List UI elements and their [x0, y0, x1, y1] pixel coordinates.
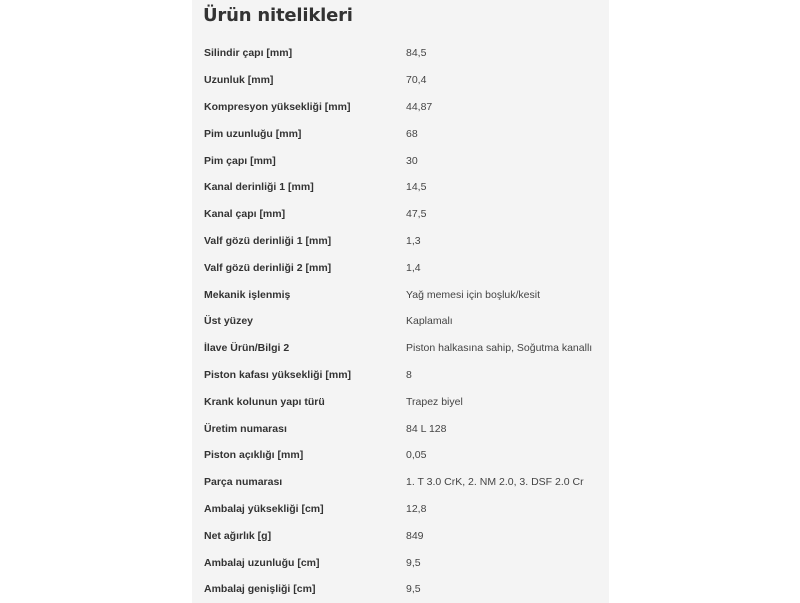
- spec-label: Kanal çapı [mm]: [204, 208, 286, 221]
- spec-row: [192, 469, 609, 496]
- spec-label: Krank kolunun yapı türü: [204, 395, 325, 408]
- spec-label: Ambalaj genişliği [cm]: [204, 583, 316, 596]
- spec-value: 84 L 128: [406, 422, 447, 435]
- spec-row: [192, 496, 609, 523]
- spec-row: [192, 201, 609, 228]
- spec-row: [192, 442, 609, 469]
- spec-value: 70,4: [406, 74, 427, 87]
- spec-label: Pim çapı [mm]: [204, 154, 276, 167]
- spec-value: 12,8: [406, 502, 427, 515]
- spec-value: 14,5: [406, 181, 427, 194]
- spec-row: [192, 388, 609, 415]
- spec-row: [192, 147, 609, 174]
- spec-value: 0,05: [406, 449, 427, 462]
- spec-row: [192, 281, 609, 308]
- spec-label: Net ağırlık [g]: [204, 529, 272, 542]
- spec-row: [192, 415, 609, 442]
- spec-label: Mekanik işlenmiş: [204, 288, 291, 301]
- spec-table: [192, 40, 609, 603]
- spec-label: Uzunluk [mm]: [204, 74, 274, 87]
- spec-label: Pim uzunluğu [mm]: [204, 127, 302, 140]
- spec-label: Piston kafası yüksekliği [mm]: [204, 368, 352, 381]
- spec-row: [192, 94, 609, 121]
- spec-row: [192, 67, 609, 94]
- spec-label: Üretim numarası: [204, 422, 287, 435]
- spec-value: 1,4: [406, 261, 421, 274]
- spec-value: Kaplamalı: [406, 315, 453, 328]
- spec-label: Parça numarası: [204, 476, 283, 489]
- spec-row: [192, 549, 609, 576]
- spec-label: Üst yüzey: [204, 315, 254, 328]
- spec-label: Ambalaj yüksekliği [cm]: [204, 502, 324, 515]
- spec-row: [192, 254, 609, 281]
- spec-label: Kanal derinliği 1 [mm]: [204, 181, 314, 194]
- spec-value: 9,5: [406, 556, 421, 569]
- spec-value: 849: [406, 529, 424, 542]
- spec-value: 44,87: [406, 100, 433, 113]
- spec-value: 1,3: [406, 234, 421, 247]
- section-title: Ürün nitelikleri: [203, 5, 353, 26]
- spec-row: [192, 522, 609, 549]
- spec-value: 30: [406, 154, 418, 167]
- spec-value: 8: [406, 368, 412, 381]
- spec-value: Trapez biyel: [406, 395, 463, 408]
- spec-row: [192, 576, 609, 603]
- spec-label: İlave Ürün/Bilgi 2: [204, 342, 290, 355]
- spec-row: [192, 308, 609, 335]
- spec-row: [192, 174, 609, 201]
- spec-label: Piston açıklığı [mm]: [204, 449, 304, 462]
- spec-row: [192, 362, 609, 389]
- spec-label: Kompresyon yüksekliği [mm]: [204, 100, 351, 113]
- spec-value: 9,5: [406, 583, 421, 596]
- product-attributes-panel: [192, 0, 609, 600]
- spec-row: [192, 228, 609, 255]
- spec-row: [192, 40, 609, 67]
- spec-label: Valf gözü derinliği 1 [mm]: [204, 234, 332, 247]
- spec-value: Piston halkasına sahip, Soğutma kanallı: [406, 342, 593, 355]
- spec-value: 68: [406, 127, 418, 140]
- spec-row: [192, 335, 609, 362]
- spec-value: 1. T 3.0 CrK, 2. NM 2.0, 3. DSF 2.0 Cr: [406, 476, 584, 489]
- spec-label: Silindir çapı [mm]: [204, 47, 293, 60]
- spec-label: Ambalaj uzunluğu [cm]: [204, 556, 320, 569]
- spec-value: 84,5: [406, 47, 427, 60]
- spec-label: Valf gözü derinliği 2 [mm]: [204, 261, 332, 274]
- spec-value: 47,5: [406, 208, 427, 221]
- spec-row: [192, 120, 609, 147]
- spec-value: Yağ memesi için boşluk/kesit: [406, 288, 541, 301]
